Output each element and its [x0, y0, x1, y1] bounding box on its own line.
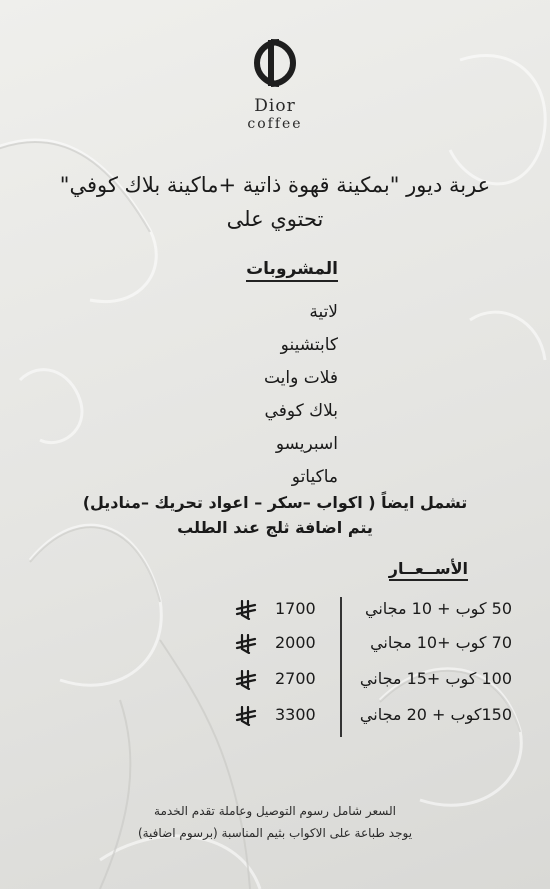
saudi-riyal-icon: [235, 670, 257, 690]
saudi-riyal-icon: [235, 706, 257, 726]
price-row: [230, 633, 530, 661]
price-value: 2000: [275, 633, 316, 652]
drink-item: لاتية: [309, 302, 338, 322]
includes-line-1: تشمل ايضاً ( اكواب –سكر – اعواد تحريك –مناديل): [82, 493, 468, 512]
drinks-list: [264, 296, 338, 494]
footer-line-2: يوجد طباعة على الاكواب بثيم المناسبة (برسوم اضافية): [137, 826, 413, 840]
drink-item: فلات وايت: [263, 368, 338, 388]
price-row: [230, 599, 530, 627]
title-line-2: تحتوي على: [226, 207, 324, 231]
brand-logo: [0, 38, 550, 132]
drink-item: كابتشينو: [280, 335, 338, 355]
page-title: [20, 168, 530, 236]
brand-subtitle: coffee: [247, 116, 303, 132]
price-row: [230, 705, 530, 733]
drink-item: اسبريسو: [275, 434, 338, 454]
price-value: 1700: [275, 599, 316, 618]
package-label: 70 كوب +10 مجاني: [370, 633, 512, 652]
drinks-heading: المشروبات: [246, 259, 338, 282]
drink-item: ماكياتو: [291, 467, 338, 487]
price-table: [230, 597, 530, 737]
prices-heading: الأســعــار: [389, 559, 468, 581]
package-label: 100 كوب +15 مجاني: [359, 669, 512, 688]
dior-cd-monogram-icon: [235, 38, 315, 88]
title-line-1: عربة ديور "بمكينة قهوة ذاتية +ماكينة بلاك كوفي": [59, 173, 491, 197]
includes-note: [20, 490, 530, 540]
footer-line-1: السعر شامل رسوم التوصيل وعاملة تقدم الخدمة: [154, 804, 396, 818]
footer-notes: [20, 800, 530, 844]
package-label: 150كوب + 20 مجاني: [359, 705, 512, 724]
price-value: 2700: [275, 669, 316, 688]
price-value: 3300: [275, 705, 316, 724]
brand-name: Dior: [254, 96, 296, 116]
price-row: [230, 669, 530, 697]
saudi-riyal-icon: [235, 600, 257, 620]
package-label: 50 كوب + 10 مجاني: [365, 599, 512, 618]
saudi-riyal-icon: [235, 634, 257, 654]
drink-item: بلاك كوفي: [264, 401, 338, 421]
includes-line-2: يتم اضافة ثلج عند الطلب: [177, 518, 373, 537]
